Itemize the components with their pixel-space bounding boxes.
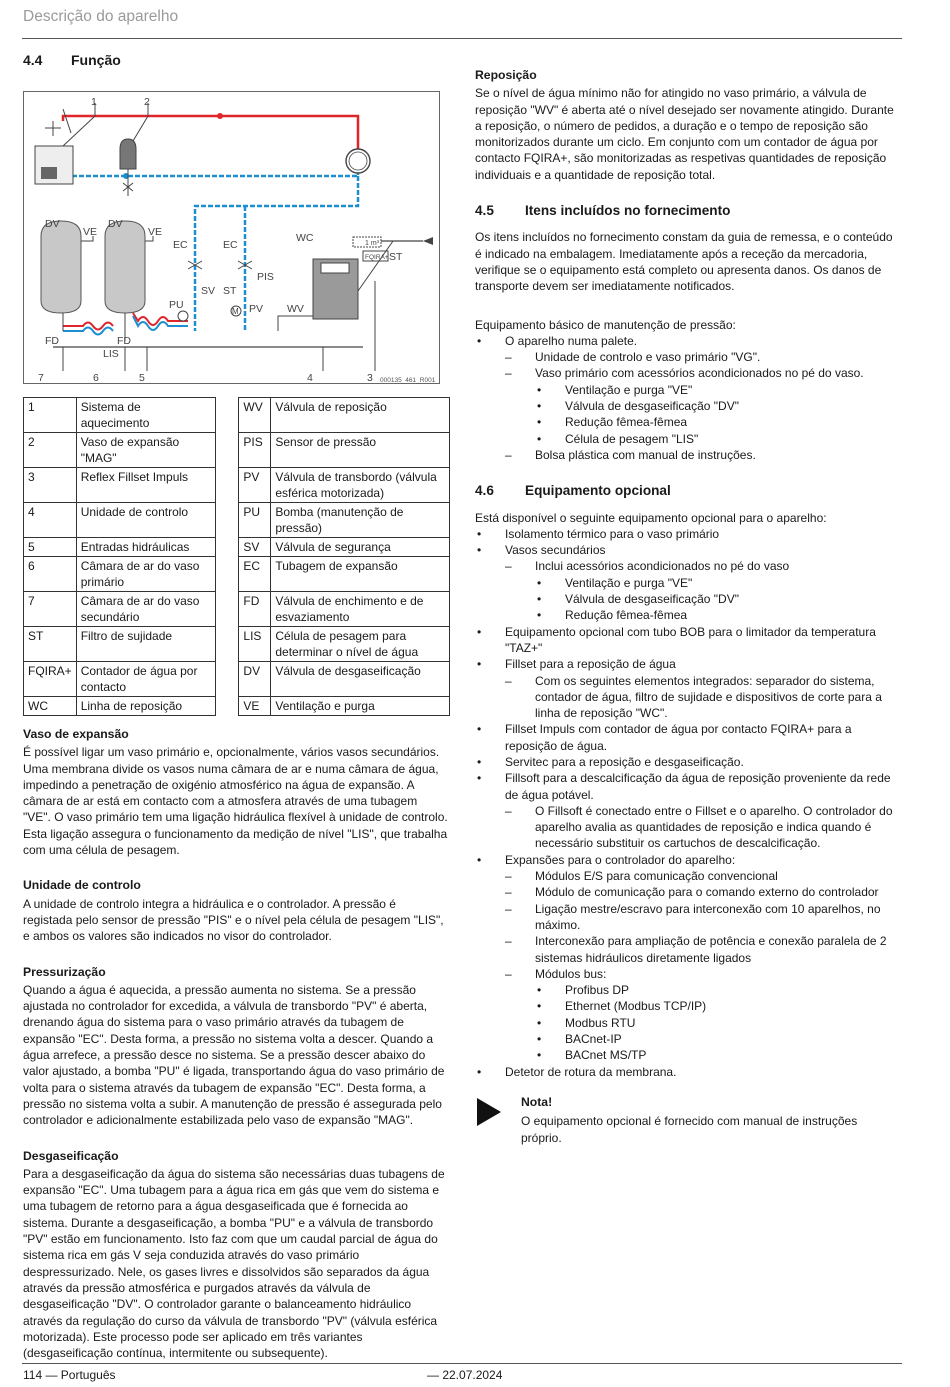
legend-cell: Válvula de segurança — [271, 538, 450, 557]
legend-row — [24, 662, 450, 697]
list-item: – Módulo de comunicação para o comando externo do controlador — [505, 884, 900, 900]
list-item: • Redução fêmea-fêmea — [535, 607, 900, 623]
legend-cell: PU — [239, 503, 271, 538]
basic-list — [475, 333, 900, 463]
svg-text:2: 2 — [144, 96, 150, 108]
paragraph-reposicao: Se o nível de água mínimo não for atingido no vaso primário, a válvula de reposição "WV" é aberta até o nível desejado ser novamente atingido. Durante a reposição, o número de pedidos, a duração e o tempo de reposição são monitorizados durante um ciclo. Em conjunto com um contador de água por contacto FQIRA+, são monitorizadas as respetivas quantidades de reposição individuais e a quantidade de reposição total. — [475, 86, 894, 182]
block-vaso — [23, 726, 448, 858]
section-number: 4.4 — [23, 52, 43, 68]
section-heading-4-6 — [475, 483, 900, 499]
svg-text:6: 6 — [93, 372, 99, 384]
list-item: • Ventilação e purga "VE" — [535, 382, 900, 398]
svg-text:PU: PU — [169, 299, 184, 311]
svg-text:EC: EC — [173, 239, 188, 251]
svg-text:VE: VE — [83, 226, 98, 238]
running-header: Descrição do aparelho — [23, 8, 179, 25]
list-item: – Inclui acessórios acondicionados no pé do vaso • Ventilação e purga "VE" • Válvula de desgaseificação "DV" • Redução fêmea-fêmea — [505, 558, 900, 623]
list-item: • Válvula de desgaseificação "DV" — [535, 398, 900, 414]
list-item: • Fillset para a reposição de água – Com os seguintes elementos integrados: separador do sistema, contador de água, filtro de sujidade e dispositivos de corte para a linha de reposição "WC". — [475, 656, 900, 721]
section-title: Equipamento opcional — [525, 483, 671, 499]
legend-spacer — [215, 538, 239, 557]
function-diagram — [23, 91, 440, 384]
svg-text:EC: EC — [223, 239, 238, 251]
basic-equipment-title: Equipamento básico de manutenção de pressão: — [475, 317, 736, 332]
note-box — [475, 1094, 900, 1146]
note-arrow-icon — [477, 1098, 501, 1126]
note-text: O equipamento opcional é fornecido com manual de instruções próprio. — [521, 1114, 858, 1145]
heating-system-symbol — [346, 149, 370, 173]
legend-cell: Câmara de ar do vaso primário — [76, 557, 215, 592]
legend-cell: FQIRA+ — [24, 662, 77, 697]
legend-table — [23, 397, 450, 716]
note-title: Nota! — [521, 1094, 553, 1109]
legend-cell: Sensor de pressão — [271, 433, 450, 468]
legend-cell: Entradas hidráulicas — [76, 538, 215, 557]
legend-cell: 7 — [24, 592, 77, 627]
list-item: • Célula de pesagem "LIS" — [535, 431, 900, 447]
legend-cell: Vaso de expansão "MAG" — [76, 433, 215, 468]
legend-spacer — [215, 398, 239, 433]
legend-cell: SV — [239, 538, 271, 557]
legend-cell: Ventilação e purga — [271, 697, 450, 716]
svg-text:DV: DV — [108, 218, 123, 230]
legend-cell: 2 — [24, 433, 77, 468]
svg-text:PIS: PIS — [257, 271, 274, 283]
legend-spacer — [215, 557, 239, 592]
list-item: • O aparelho numa palete. – Unidade de controlo e vaso primário "VG". – Vaso primário com acessórios acondicionados no pé do vaso. • Ventilação e purga "VE" • Válvula de desgaseificação "DV" • Redução fêmea-fêmea • Célula de pesagem "LIS" – Bolsa plástica com manual de instruções. — [475, 333, 900, 463]
legend-cell: LIS — [239, 627, 271, 662]
paragraph: A unidade de controlo integra a hidráulica e o controlador. A pressão é registada pelo sensor de pressão "PIS" e o nível pela célula de pesagem "LIS", e ambos os valores são indicados no visor do controlador. — [23, 896, 444, 944]
legend-row — [24, 433, 450, 468]
block-unidade — [23, 877, 448, 944]
legend-cell: 5 — [24, 538, 77, 557]
svg-text:4: 4 — [307, 372, 313, 384]
list-item: – Módulos E/S para comunicação convencional — [505, 868, 900, 884]
legend-cell: PV — [239, 468, 271, 503]
legend-spacer — [215, 662, 239, 697]
paragraph: É possível ligar um vaso primário e, opcionalmente, vários vasos secundários. Uma membrana divide os vasos numa câmara de ar e numa câmara de água, impedindo a penetração de oxigénio atmosférico na água de expansão. A câmara de ar está em contacto com a atmosfera através de uma tubagem "VE". O vaso primário tem uma ligação hidráulica flexível à unidade de controlo. Esta ligação assegura o funcionamento da medição de nível "LIS", que trabalha com uma célula de pesagem. — [23, 745, 448, 858]
svg-text:PV: PV — [249, 303, 264, 315]
footer-date: — 22.07.2024 — [427, 1368, 503, 1382]
svg-text:000135_461_R001: 000135_461_R001 — [380, 377, 436, 384]
subheading: Desgaseificação — [23, 1148, 119, 1163]
svg-text:LIS: LIS — [103, 348, 119, 360]
list-item: – Com os seguintes elementos integrados: separador do sistema, contador de água, filtro de sujidade e dispositivos de corte para a linha de reposição "WC". — [505, 673, 900, 722]
legend-cell: ST — [24, 627, 77, 662]
svg-text:ST: ST — [389, 251, 403, 263]
list-item: – Interconexão para ampliação de potência e conexão paralela de 2 sistemas hidráulicos diretamente ligados — [505, 933, 900, 966]
list-item: • Válvula de desgaseificação "DV" — [535, 591, 900, 607]
list-item: • BACnet-IP — [535, 1031, 900, 1047]
paragraph-fornecimento: Os itens incluídos no fornecimento constam da guia de remessa, e o conteúdo é indicado na embalagem. Imediatamente após a receção da mercadoria, verifique se o equipamento está completo ou apresenta danos. Os danos de transporte devem ser imediatamente notificados. — [475, 230, 893, 294]
svg-text:M: M — [232, 307, 239, 316]
legend-spacer — [215, 592, 239, 627]
svg-text:3: 3 — [367, 372, 373, 384]
legend-cell: Bomba (manutenção de pressão) — [271, 503, 450, 538]
legend-cell: 4 — [24, 503, 77, 538]
legend-cell: 6 — [24, 557, 77, 592]
list-item: • Servitec para a reposição e desgaseificação. — [475, 754, 900, 770]
legend-cell: PIS — [239, 433, 271, 468]
block-pressurizacao — [23, 964, 448, 1129]
list-item: • Ethernet (Modbus TCP/IP) — [535, 998, 900, 1014]
subheading-reposicao: Reposição — [475, 68, 537, 82]
subheading: Vaso de expansão — [23, 727, 129, 741]
optional-intro: Está disponível o seguinte equipamento opcional para o aparelho: — [475, 510, 827, 525]
subheading: Pressurização — [23, 964, 106, 979]
legend-row — [24, 468, 450, 503]
legend-cell: Válvula de desgaseificação — [271, 662, 450, 697]
list-item: – Módulos bus: • Profibus DP • Ethernet (Modbus TCP/IP) • Modbus RTU • BACnet-IP • BACnet MS/TP — [505, 966, 900, 1064]
section-number: 4.5 — [475, 203, 494, 219]
svg-text:SV: SV — [201, 285, 216, 297]
svg-text:WC: WC — [296, 232, 314, 244]
paragraph: Quando a água é aquecida, a pressão aumenta no sistema. Se a pressão ajustada no controlador for excedida, a válvula de transbordo "PV" é aberta, drenando água do sistema para o vaso primário através da tubagem de expansão "EC". Desta forma, a pressão no sistema volta a descer. Quando a água arrefece, a pressão desce no sistema. Se a pressão descer abaixo do valor ajustado, a bomba "PU" é ligada, transportando água do vaso primário de volta para o sistema através da tubagem de expansão "EC". Desta forma, a pressão no sistema volta a subir. A manutenção de pressão é assegurada pelo controlador e adicionalmente estabilizada pelo vaso de expansão "MAG". — [23, 982, 445, 1128]
svg-text:VE: VE — [148, 226, 163, 238]
legend-cell: FD — [239, 592, 271, 627]
footer-rule — [22, 1363, 902, 1364]
header-rule — [22, 38, 902, 39]
legend-row — [24, 627, 450, 662]
svg-text:FD: FD — [45, 335, 59, 347]
list-item: – Bolsa plástica com manual de instruções. — [505, 447, 900, 463]
list-item: • Detetor de rotura da membrana. — [475, 1064, 900, 1080]
legend-spacer — [215, 468, 239, 503]
legend-row — [24, 398, 450, 433]
legend-spacer — [215, 503, 239, 538]
legend-spacer — [215, 627, 239, 662]
legend-cell: Contador de água por contacto — [76, 662, 215, 697]
svg-text:WV: WV — [287, 303, 304, 315]
svg-text:ST: ST — [223, 285, 237, 297]
legend-cell: 1 — [24, 398, 77, 433]
list-item: • BACnet MS/TP — [535, 1047, 900, 1063]
legend-row — [24, 697, 450, 716]
list-item: • Equipamento opcional com tubo BOB para o limitador da temperatura "TAZ+" — [475, 624, 900, 657]
legend-cell: Linha de reposição — [76, 697, 215, 716]
legend-row — [24, 503, 450, 538]
list-item: • Profibus DP — [535, 982, 900, 998]
legend-cell: Reflex Fillset Impuls — [76, 468, 215, 503]
legend-cell: WV — [239, 398, 271, 433]
legend-cell: Filtro de sujidade — [76, 627, 215, 662]
block-desgaseificacao — [23, 1148, 448, 1362]
legend-row — [24, 557, 450, 592]
legend-cell: EC — [239, 557, 271, 592]
svg-text:7: 7 — [38, 372, 44, 384]
legend-spacer — [215, 433, 239, 468]
paragraph: Para a desgaseificação da água do sistema são necessárias duas tubagens de expansão "EC". Uma tubagem para a água rica em gás que vem do sistema e uma tubagem de retorno para a água desgaseificada que é fornecida ao sistema. Durante a desgaseificação, a bomba "PU" e a válvula de transbordo "PV" estão em funcionamento. Isto faz com que um caudal parcial de água do sistema rica em gás V seja conduzida através do vaso primário despressurizado. Nele, os gases livres e dissolvidos são separados da água através da pressão atmosférica e purgados através da válvula de desgaseificação "DV". O controlador garante o balanceamento hidráulico através da regulação do curso da válvula de transbordo "PV" (válvula esférica motorizada). Este processo pode ser aplicado em três variantes (desgaseificação contínua, intermitente ou subsequente). — [23, 1166, 445, 1361]
right-column — [475, 67, 900, 1146]
list-item: – Ligação mestre/escravo para interconexão com 10 aparelhos, no máximo. — [505, 901, 900, 934]
secondary-vessel — [41, 221, 81, 313]
svg-text:1: 1 — [91, 96, 97, 108]
list-item: • Ventilação e purga "VE" — [535, 575, 900, 591]
footer-page: 114 — Português — [23, 1368, 116, 1382]
section-title: Função — [71, 52, 121, 68]
section-number: 4.6 — [475, 483, 494, 499]
legend-cell: WC — [24, 697, 77, 716]
subheading: Unidade de controlo — [23, 878, 141, 893]
legend-cell: DV — [239, 662, 271, 697]
list-item: – O Fillsoft é conectado entre o Fillset e o aparelho. O controlador do aparelho avalia as quantidades de reposição e indica quando é necessário substituir os cartuchos de descalcificação. — [505, 803, 900, 852]
list-item: – Unidade de controlo e vaso primário "VG". — [505, 349, 900, 365]
list-item: • Vasos secundários – Inclui acessórios acondicionados no pé do vaso • Ventilação e purga "VE" • Válvula de desgaseificação "DV" • Redução fêmea-fêmea — [475, 542, 900, 623]
legend-cell: Tubagem de expansão — [271, 557, 450, 592]
list-item: • Fillsoft para a descalcificação da água de reposição proveniente da rede de água potável. – O Fillsoft é conectado entre o Fillset e o aparelho. O controlador do aparelho avalia as quantidades de reposição e indica quando é necessário substituir os cartuchos de descalcificação. — [475, 770, 900, 851]
legend-cell: 3 — [24, 468, 77, 503]
legend-cell: Sistema de aquecimento — [76, 398, 215, 433]
list-item: • Expansões para o controlador do aparelho: – Módulos E/S para comunicação convencional – Módulo de comunicação para o comando externo do controlador – Ligação mestre/escravo para interconexão com 10 aparelhos, no máximo. – Interconexão para ampliação de potência e conexão paralela de 2 sistemas hidráulicos diretamente ligados – Módulos bus: • Profibus DP • Ethernet (Modbus TCP/IP) • Modbus RTU • BACnet-IP • BACnet MS/TP — [475, 852, 900, 1064]
legend-cell: Célula de pesagem para determinar o nível de água — [271, 627, 450, 662]
svg-text:FD: FD — [117, 335, 131, 347]
legend-cell: Câmara de ar do vaso secundário — [76, 592, 215, 627]
svg-text:FQIRA+: FQIRA+ — [365, 254, 389, 261]
list-item: • Fillset Impuls com contador de água por contacto FQIRA+ para a reposição de água. — [475, 721, 900, 754]
mag-vessel — [120, 139, 136, 169]
legend-cell: Unidade de controlo — [76, 503, 215, 538]
legend-cell: Válvula de enchimento e de esvaziamento — [271, 592, 450, 627]
legend-row — [24, 538, 450, 557]
primary-vessel — [105, 221, 145, 313]
svg-text:5: 5 — [139, 372, 145, 384]
list-item: • Redução fêmea-fêmea — [535, 414, 900, 430]
section-title: Itens incluídos no fornecimento — [525, 203, 731, 219]
list-item: – Vaso primário com acessórios acondicionados no pé do vaso. • Ventilação e purga "VE" • Válvula de desgaseificação "DV" • Redução fêmea-fêmea • Célula de pesagem "LIS" — [505, 365, 900, 446]
legend-row — [24, 592, 450, 627]
legend-cell: VE — [239, 697, 271, 716]
legend-cell: Válvula de transbordo (válvula esférica motorizada) — [271, 468, 450, 503]
left-column — [23, 726, 448, 1361]
section-heading-4-4 — [23, 52, 121, 68]
svg-text:1 m³: 1 m³ — [365, 240, 379, 247]
optional-list — [475, 526, 900, 1080]
list-item: • Modbus RTU — [535, 1015, 900, 1031]
svg-text:DV: DV — [45, 218, 60, 230]
section-heading-4-5 — [475, 203, 900, 219]
legend-cell: Válvula de reposição — [271, 398, 450, 433]
legend-spacer — [215, 697, 239, 716]
list-item: • Isolamento térmico para o vaso primário — [475, 526, 900, 542]
